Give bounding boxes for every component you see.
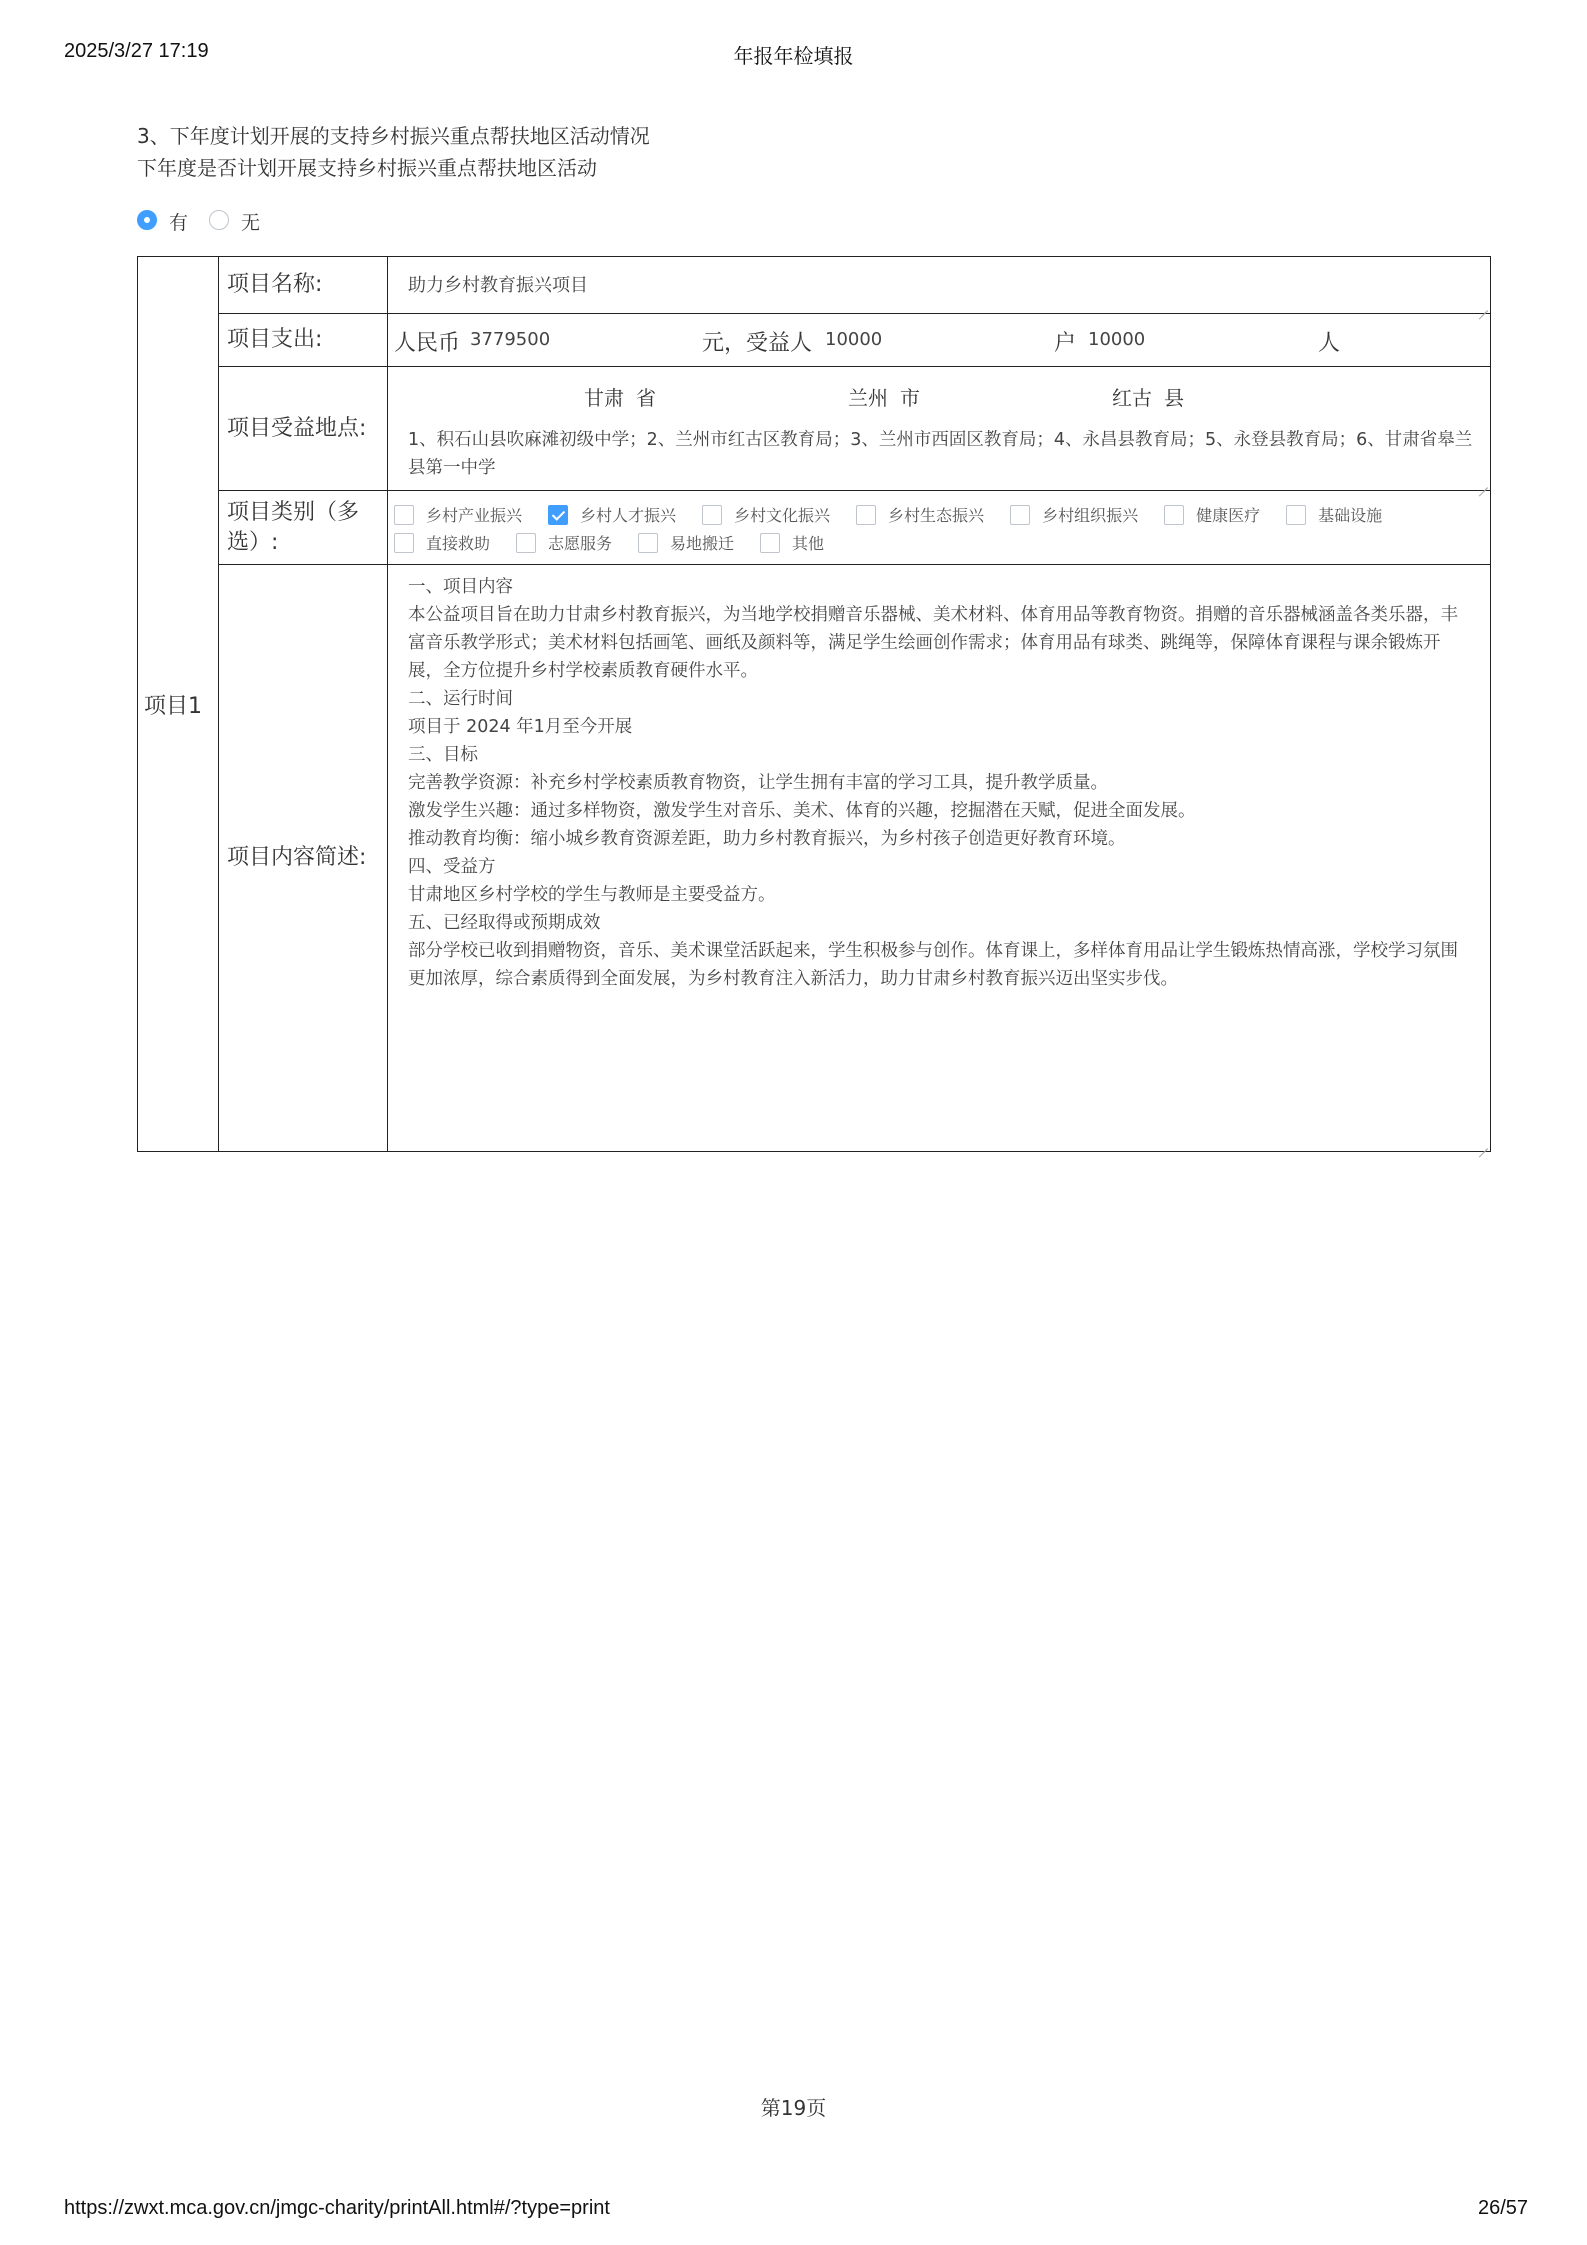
category-row-1 — [394, 501, 1490, 529]
expense-label: 项目支出: — [219, 314, 388, 367]
print-datetime: 2025/3/27 17:19 — [64, 40, 209, 62]
name-label: 项目名称: — [219, 257, 388, 314]
section-heading: 3、下年度计划开展的支持乡村振兴重点帮扶地区活动情况 — [137, 124, 650, 148]
category-option[interactable]: 乡村产业振兴 — [394, 503, 522, 526]
city-select[interactable]: 兰州 — [848, 385, 888, 410]
household-unit: 户 — [1054, 330, 1077, 356]
description-line: 完善教学资源：补充乡村学校素质教育物资，让学生拥有丰富的学习工具，提升教学质量。 — [408, 773, 1108, 793]
checkbox-checked[interactable] — [548, 505, 568, 525]
province-select[interactable]: 甘肃 — [584, 385, 624, 410]
radio-no-label: 无 — [241, 212, 261, 234]
category-cell — [388, 491, 1491, 565]
person-unit: 人 — [1318, 330, 1341, 356]
description-line: 一、项目内容 — [408, 577, 513, 597]
description-line: 三、目标 — [408, 745, 478, 765]
category-option[interactable]: 乡村文化振兴 — [702, 503, 830, 526]
expense-cell — [388, 314, 1491, 367]
section-question: 下年度是否计划开展支持乡村振兴重点帮扶地区活动 — [137, 156, 597, 180]
project-table — [137, 256, 1491, 1152]
description-label: 项目内容简述: — [219, 565, 388, 1152]
checkbox[interactable] — [856, 505, 876, 525]
location-cell — [388, 367, 1491, 491]
province-suffix: 省 — [636, 385, 656, 410]
checkbox[interactable] — [638, 533, 658, 553]
persons-input[interactable]: 10000 — [1088, 328, 1146, 350]
radio-yes[interactable] — [137, 210, 157, 230]
description-line: 五、已经取得或预期成效 — [408, 913, 601, 933]
checkbox[interactable] — [1286, 505, 1306, 525]
resize-grip-icon[interactable] — [1478, 1139, 1488, 1149]
resize-grip-icon[interactable] — [1478, 478, 1488, 488]
category-option[interactable]: 乡村生态振兴 — [856, 503, 984, 526]
households-input[interactable]: 10000 — [825, 328, 883, 350]
category-option[interactable]: 易地搬迁 — [638, 531, 734, 554]
project-row-label: 项目1 — [138, 257, 219, 1152]
description-cell — [388, 565, 1491, 1152]
checkbox[interactable] — [516, 533, 536, 553]
print-url: https://zwxt.mca.gov.cn/jmgc-charity/printAll.html#/?type=print — [64, 2197, 610, 2219]
checkbox[interactable] — [394, 533, 414, 553]
category-option[interactable]: 基础设施 — [1286, 503, 1382, 526]
description-line: 推动教育均衡：缩小城乡教育资源差距，助力乡村教育振兴，为乡村孩子创造更好教育环境。 — [408, 829, 1126, 849]
description-line: 二、运行时间 — [408, 689, 513, 709]
activity-radio-group — [137, 210, 337, 234]
print-page-count: 26/57 — [1478, 2197, 1529, 2219]
description-line: 本公益项目旨在助力甘肃乡村教育振兴，为当地学校捐赠音乐器械、美术材料、体育用品等教育物资。捐赠的音乐器械涵盖各类乐器，丰富音乐教学形式；美术材料包括画笔、画纸及颜料等，满足学生绘画创作需求；体育用品有球类、跳绳等，保障体育课程与课余锻炼开展，全方位提升乡村学校素质教育硬件水平。 — [408, 605, 1458, 681]
resize-grip-icon[interactable] — [1478, 301, 1488, 311]
radio-no[interactable] — [209, 210, 229, 230]
page-number: 第19页 — [760, 2096, 827, 2120]
county-suffix: 县 — [1164, 385, 1184, 410]
description-line: 部分学校已收到捐赠物资，音乐、美术课堂活跃起来，学生积极参与创作。体育课上，多样体育用品让学生锻炼热情高涨，学校学习氛围更加浓厚，综合素质得到全面发展，为乡村教育注入新活力，助力甘肃乡村教育振兴迈出坚实步伐。 — [408, 941, 1458, 989]
description-line: 甘肃地区乡村学校的学生与教师是主要受益方。 — [408, 885, 776, 905]
checkbox[interactable] — [702, 505, 722, 525]
name-cell — [388, 257, 1491, 314]
description-line: 项目于 2024 年1月至今开展 — [408, 717, 633, 737]
location-detail-textarea[interactable]: 1、积石山县吹麻滩初级中学；2、兰州市红古区教育局；3、兰州市西固区教育局；4、永昌县教育局；5、永登县教育局；6、甘肃省皋兰县第一中学 — [408, 429, 1473, 478]
name-textarea[interactable] — [388, 258, 1490, 313]
category-label: 项目类别（多选）: — [219, 491, 388, 565]
checkbox[interactable] — [760, 533, 780, 553]
currency-label: 人民币 — [394, 330, 461, 356]
description-line: 四、受益方 — [408, 857, 496, 877]
category-option[interactable]: 乡村组织振兴 — [1010, 503, 1138, 526]
county-select[interactable]: 红古 — [1112, 385, 1152, 410]
radio-yes-label: 有 — [169, 212, 189, 234]
category-option[interactable]: 健康医疗 — [1164, 503, 1260, 526]
category-option[interactable]: 直接救助 — [394, 531, 490, 554]
amount-input[interactable]: 3779500 — [470, 328, 551, 350]
checkbox[interactable] — [394, 505, 414, 525]
checkbox[interactable] — [1010, 505, 1030, 525]
category-option[interactable]: 其他 — [760, 531, 824, 554]
name-value: 助力乡村教育振兴项目 — [408, 274, 588, 296]
yuan-beneficiary-label: 元，受益人 — [702, 330, 813, 356]
description-textarea[interactable] — [388, 565, 1490, 1151]
checkbox[interactable] — [1164, 505, 1184, 525]
category-option[interactable]: 乡村人才振兴 — [548, 503, 676, 526]
category-row-2 — [394, 529, 1490, 557]
category-option[interactable]: 志愿服务 — [516, 531, 612, 554]
location-label: 项目受益地点: — [219, 367, 388, 491]
description-line: 激发学生兴趣：通过多样物资，激发学生对音乐、美术、体育的兴趣，挖掘潜在天赋，促进全面发展。 — [408, 801, 1196, 821]
print-page-title: 年报年检填报 — [733, 44, 854, 68]
city-suffix: 市 — [900, 385, 920, 410]
